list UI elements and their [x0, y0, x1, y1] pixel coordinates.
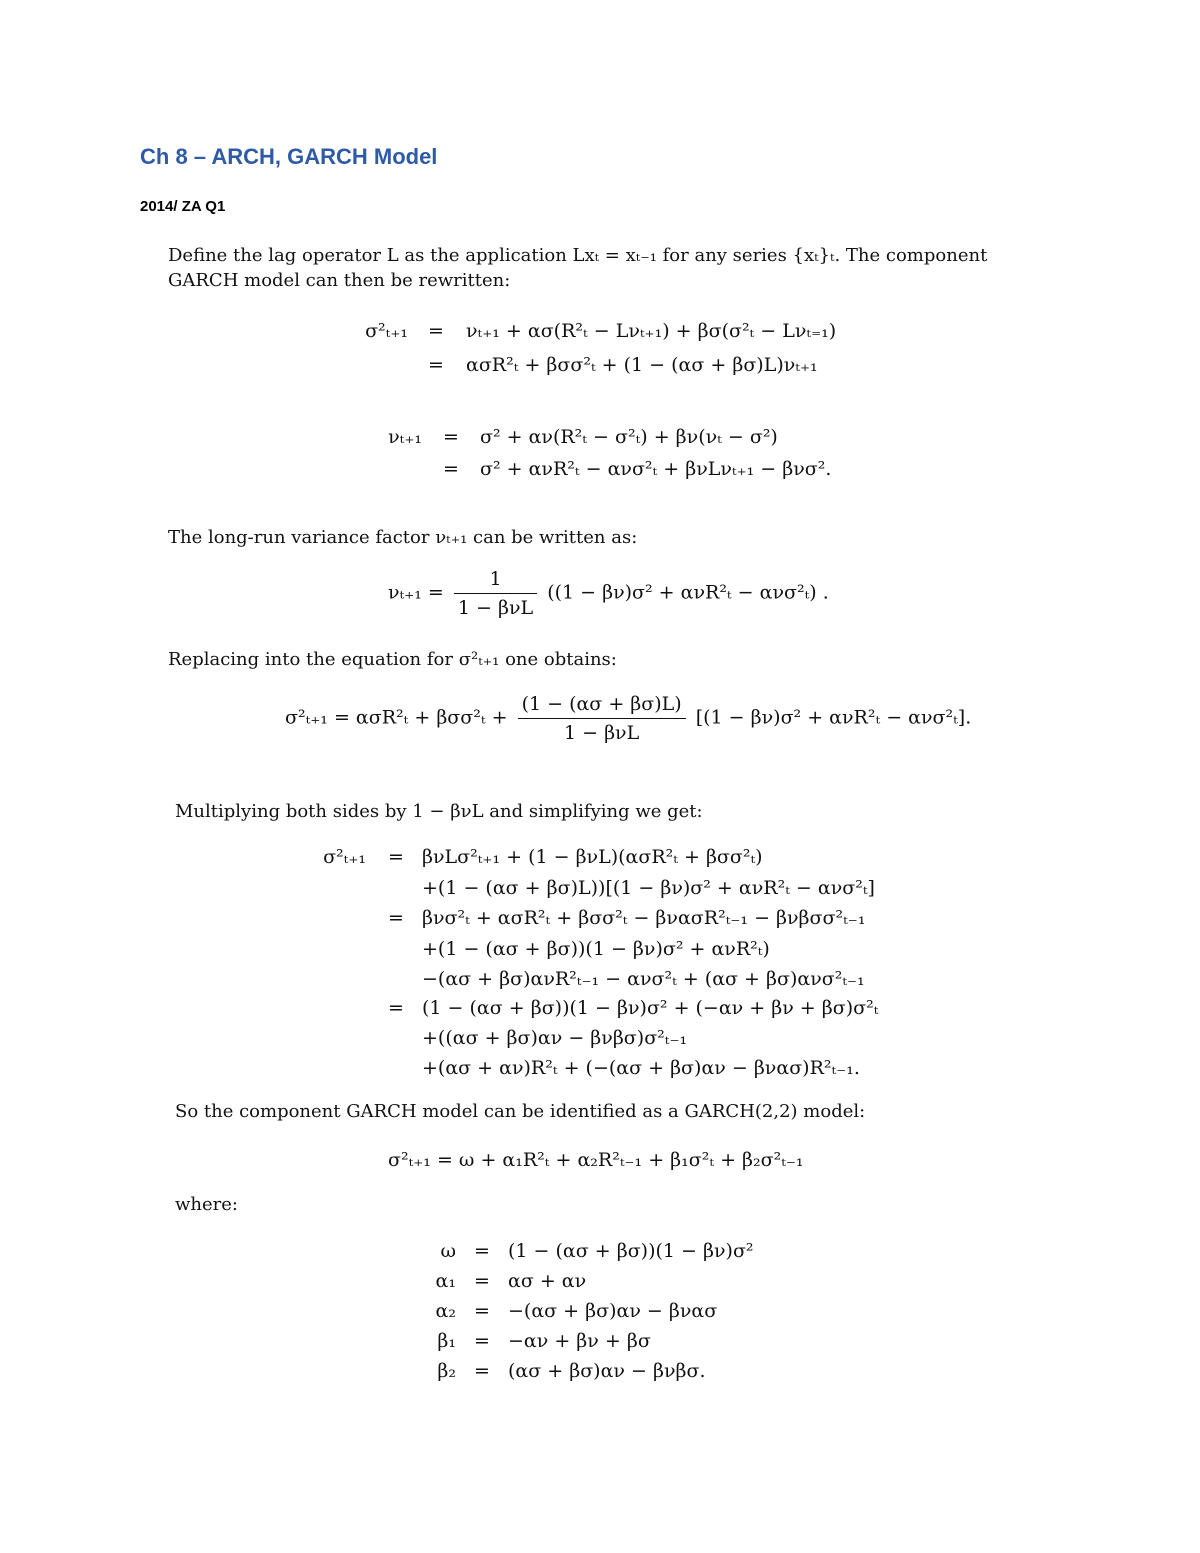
param-beta2-rhs: (ασ + βσ)αν − βνβσ.	[508, 1360, 706, 1382]
eq5-line-6: (1 − (ασ + βσ))(1 − βν)σ² + (−αν + βν + βσ)σ²ₜ	[422, 997, 879, 1019]
eq1-line-1: νₜ₊₁ + ασ(R²ₜ − Lνₜ₊₁) + βσ(σ²ₜ − Lνₜ₌₁)	[466, 320, 837, 342]
eq1-line-2: ασR²ₜ + βσσ²ₜ + (1 − (ασ + βσ)L)νₜ₊₁	[466, 354, 818, 376]
intro-line-1: Define the lag operator L as the application Lxₜ = xₜ₋₁ for any series {xₜ}ₜ. The component	[168, 245, 988, 266]
param-beta2-lhs: β₂	[437, 1360, 456, 1382]
eq4-denominator: 1 − βνL	[563, 722, 640, 744]
param-alpha1-equals: =	[474, 1270, 490, 1292]
param-alpha1-rhs: ασ + αν	[508, 1270, 587, 1292]
eq2-equals-1: =	[443, 426, 459, 448]
eq1-equals-2: =	[428, 354, 444, 376]
chapter-heading: Ch 8 – ARCH, GARCH Model	[140, 144, 438, 169]
eq3-lhs: νₜ₊₁ =	[388, 581, 444, 604]
eq4-rest: [(1 − βν)σ² + ανR²ₜ − ανσ²ₜ].	[695, 706, 972, 729]
eq3-rest: ((1 − βν)σ² + ανR²ₜ − ανσ²ₜ) .	[547, 581, 829, 604]
eq5-line-7: +((ασ + βσ)αν − βνβσ)σ²ₜ₋₁	[422, 1027, 688, 1049]
intro-line-2: GARCH model can then be rewritten:	[168, 270, 511, 291]
eq5-line-5: −(ασ + βσ)ανR²ₜ₋₁ − ανσ²ₜ + (ασ + βσ)ανσ²ₜ₋₁	[422, 968, 865, 990]
multiplying-text: Multiplying both sides by 1 − βνL and simplifying we get:	[175, 801, 703, 822]
eq5-line-2: +(1 − (ασ + βσ)L))[(1 − βν)σ² + ανR²ₜ − ανσ²ₜ]	[422, 877, 875, 899]
param-alpha2-rhs: −(ασ + βσ)αν − βνασ	[508, 1300, 718, 1322]
param-omega-lhs: ω	[440, 1240, 456, 1262]
eq5-line-8: +(ασ + αν)R²ₜ + (−(ασ + βσ)αν − βνασ)R²ₜ₋₁.	[422, 1057, 860, 1079]
where-text: where:	[175, 1194, 238, 1215]
eq2-equals-2: =	[443, 458, 459, 480]
eq5-equals-1: =	[388, 846, 404, 868]
eq4-numerator: (1 − (ασ + βσ)L)	[518, 693, 686, 719]
eq2-line-2: σ² + ανR²ₜ − ανσ²ₜ + βνLνₜ₊₁ − βνσ².	[480, 458, 832, 480]
eq1-equals-1: =	[428, 320, 444, 342]
param-beta1-lhs: β₁	[437, 1330, 456, 1352]
so-text: So the component GARCH model can be identified as a GARCH(2,2) model:	[175, 1101, 866, 1122]
equation-garch22: σ²ₜ₊₁ = ω + α₁R²ₜ + α₂R²ₜ₋₁ + β₁σ²ₜ + β₂σ²ₜ₋₁	[388, 1149, 804, 1171]
eq4-fraction	[518, 693, 686, 744]
question-subheading: 2014/ ZA Q1	[140, 198, 226, 215]
eq1-lhs: σ²ₜ₊₁	[365, 320, 408, 342]
param-alpha1-lhs: α₁	[435, 1270, 456, 1292]
replacing-text: Replacing into the equation for σ²ₜ₊₁ one obtains:	[168, 649, 617, 670]
eq3-numerator: 1	[454, 568, 537, 594]
param-omega-equals: =	[474, 1240, 490, 1262]
param-alpha2-equals: =	[474, 1300, 490, 1322]
eq5-equals-3: =	[388, 997, 404, 1019]
eq3-fraction	[454, 568, 537, 619]
long-run-text: The long-run variance factor νₜ₊₁ can be written as:	[168, 527, 638, 548]
param-omega-rhs: (1 − (ασ + βσ))(1 − βν)σ²	[508, 1240, 754, 1262]
eq2-lhs: νₜ₊₁	[388, 426, 422, 448]
param-beta1-equals: =	[474, 1330, 490, 1352]
eq5-line-4: +(1 − (ασ + βσ))(1 − βν)σ² + ανR²ₜ)	[422, 938, 770, 960]
eq2-line-1: σ² + αν(R²ₜ − σ²ₜ) + βν(νₜ − σ²)	[480, 426, 778, 448]
equation-replaced	[285, 693, 971, 744]
param-alpha2-lhs: α₂	[435, 1300, 456, 1322]
eq5-lhs: σ²ₜ₊₁	[323, 846, 366, 868]
equation-long-run-factor	[388, 568, 829, 619]
eq5-line-3: βνσ²ₜ + ασR²ₜ + βσσ²ₜ − βνασR²ₜ₋₁ − βνβσσ²ₜ₋₁	[422, 907, 866, 929]
eq4-lhs: σ²ₜ₊₁ = ασR²ₜ + βσσ²ₜ +	[285, 706, 508, 729]
eq5-equals-2: =	[388, 907, 404, 929]
param-beta2-equals: =	[474, 1360, 490, 1382]
eq3-denominator: 1 − βνL	[457, 597, 534, 619]
eq5-line-1: βνLσ²ₜ₊₁ + (1 − βνL)(ασR²ₜ + βσσ²ₜ)	[422, 846, 763, 868]
param-beta1-rhs: −αν + βν + βσ	[508, 1330, 651, 1352]
